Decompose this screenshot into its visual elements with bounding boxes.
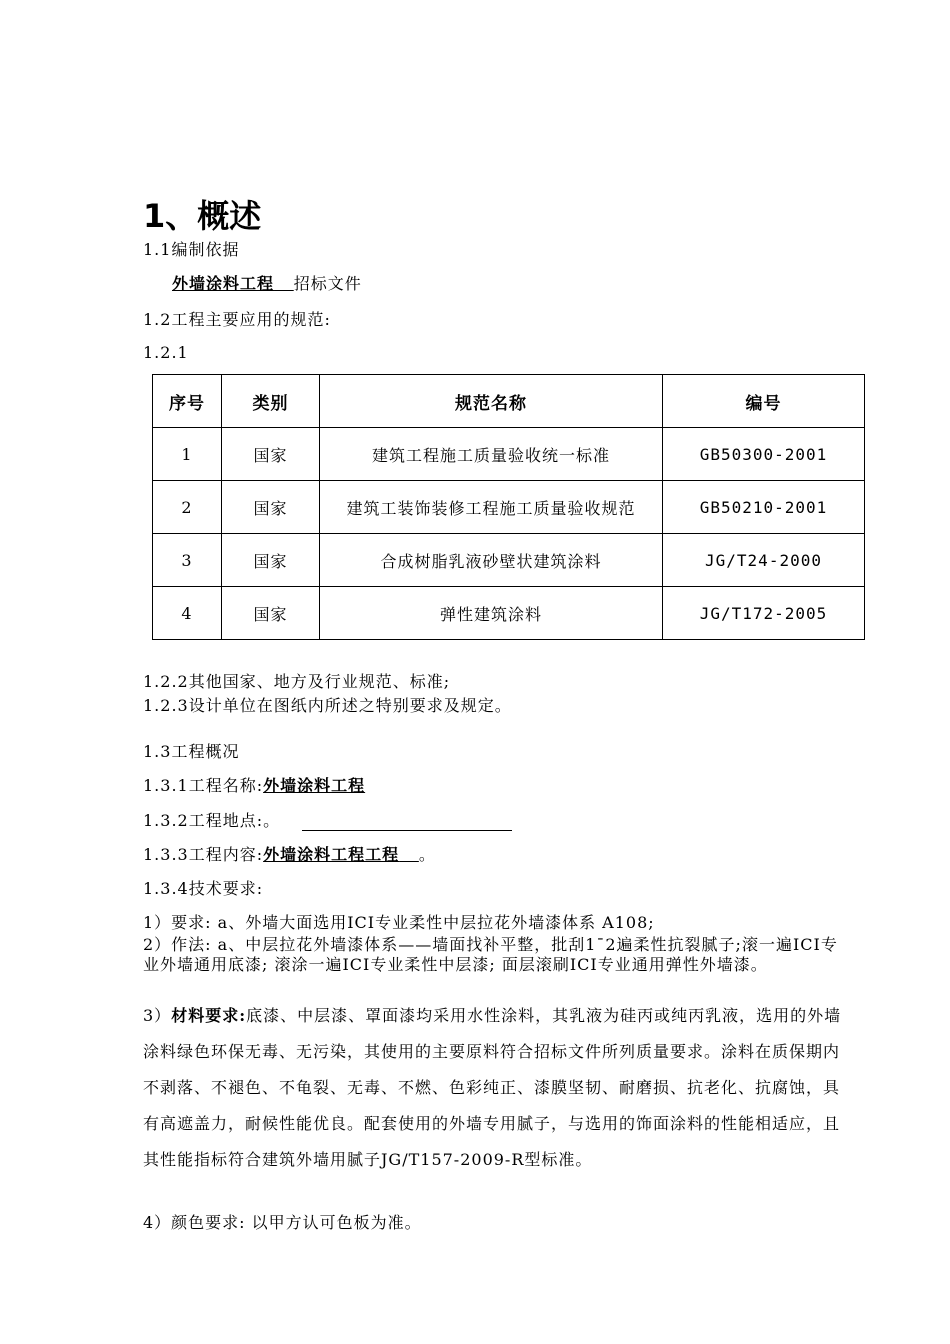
cell-seq: 1: [153, 428, 222, 481]
project-content-label: 1.3.3工程内容:: [143, 845, 264, 864]
section-1-2-2: 1.2.2其他国家、地方及行业规范、标准;: [143, 672, 451, 691]
basis-line: [172, 274, 362, 294]
header-code: 编号: [663, 375, 865, 428]
header-category: 类别: [222, 375, 320, 428]
table-header-row: [153, 375, 865, 428]
cell-standard-name: 合成树脂乳液砂壁状建筑涂料: [320, 534, 663, 587]
cell-code: JG/T24-2000: [663, 534, 865, 587]
table-row: [153, 587, 865, 640]
header-seq: 序号: [153, 375, 222, 428]
project-content-line: [143, 845, 436, 865]
section-1-1: 1.1编制依据: [143, 240, 240, 259]
requirement-1: 1）要求: a、外墙大面选用ICI专业柔性中层拉花外墙漆体系 A108;: [143, 913, 655, 932]
requirement-3-prefix: 3）: [143, 1006, 172, 1025]
section-1-2-1: 1.2.1: [143, 343, 189, 362]
project-name-value: 外墙涂料工程: [263, 776, 366, 795]
project-location-blank: [302, 814, 512, 831]
requirement-3-body: 底漆、中层漆、罩面漆均采用水性涂料，其乳液为硅丙或纯丙乳液，选用的外墙涂料绿色环保无毒、无污染，其使用的主要原料符合招标文件所列质量要求。涂料在质保期内不剥落、不褪色、不龟裂、无毒、不燃、色彩纯正、漆膜坚韧、耐磨损、抗老化、抗腐蚀，具有高遮盖力，耐候性能优良。配套使用的外墙专用腻子，与选用的饰面涂料的性能相适应，且其性能指标符合建筑外墙用腻子JG/T157-2009-R型标准。: [143, 1006, 842, 1169]
section-1-2-3: 1.2.3设计单位在图纸内所述之特别要求及规定。: [143, 696, 512, 715]
cell-category: 国家: [222, 481, 320, 534]
cell-code: JG/T172-2005: [663, 587, 865, 640]
project-location-line: [143, 811, 512, 831]
section-1-2: 1.2工程主要应用的规范:: [143, 310, 331, 329]
cell-standard-name: 弹性建筑涂料: [320, 587, 663, 640]
table-row: [153, 534, 865, 587]
cell-seq: 3: [153, 534, 222, 587]
cell-category: 国家: [222, 587, 320, 640]
cell-category: 国家: [222, 534, 320, 587]
project-name-line: [143, 776, 365, 796]
cell-code: GB50300-2001: [663, 428, 865, 481]
project-content-end: 。: [418, 845, 436, 864]
table-row: [153, 481, 865, 534]
project-location-label: 1.3.2工程地点:。: [143, 811, 281, 830]
project-content-value: 外墙涂料工程工程: [263, 845, 400, 864]
requirement-3-label: 材料要求:: [171, 1006, 247, 1025]
requirement-3: [143, 998, 853, 1178]
section-1-3: 1.3工程概况: [143, 742, 240, 761]
cell-standard-name: 建筑工装饰装修工程施工质量验收规范: [320, 481, 663, 534]
basis-suffix: 招标文件: [293, 274, 362, 293]
section-heading: 1、概述: [143, 197, 262, 235]
requirement-2: 2）作法: a、中层拉花外墙漆体系——墙面找补平整，批刮1¯2遍柔性抗裂腻子;滚一遍ICI专业外墙通用底漆; 滚涂一遍ICI专业柔性中层漆; 面层滚刷ICI专业通用弹性外墙漆。: [143, 935, 838, 974]
basis-underline-gap: [274, 274, 294, 293]
project-name-label: 1.3.1工程名称:: [143, 776, 264, 795]
cell-standard-name: 建筑工程施工质量验收统一标准: [320, 428, 663, 481]
cell-code: GB50210-2001: [663, 481, 865, 534]
cell-seq: 4: [153, 587, 222, 640]
basis-project-name: 外墙涂料工程: [172, 274, 275, 293]
project-content-underline-gap: [399, 845, 419, 864]
header-standard-name: 规范名称: [320, 375, 663, 428]
standards-table: [152, 374, 865, 640]
section-1-3-4: 1.3.4技术要求:: [143, 879, 264, 898]
cell-seq: 2: [153, 481, 222, 534]
table-row: [153, 428, 865, 481]
requirement-4: 4）颜色要求: 以甲方认可色板为准。: [143, 1213, 422, 1232]
cell-category: 国家: [222, 428, 320, 481]
